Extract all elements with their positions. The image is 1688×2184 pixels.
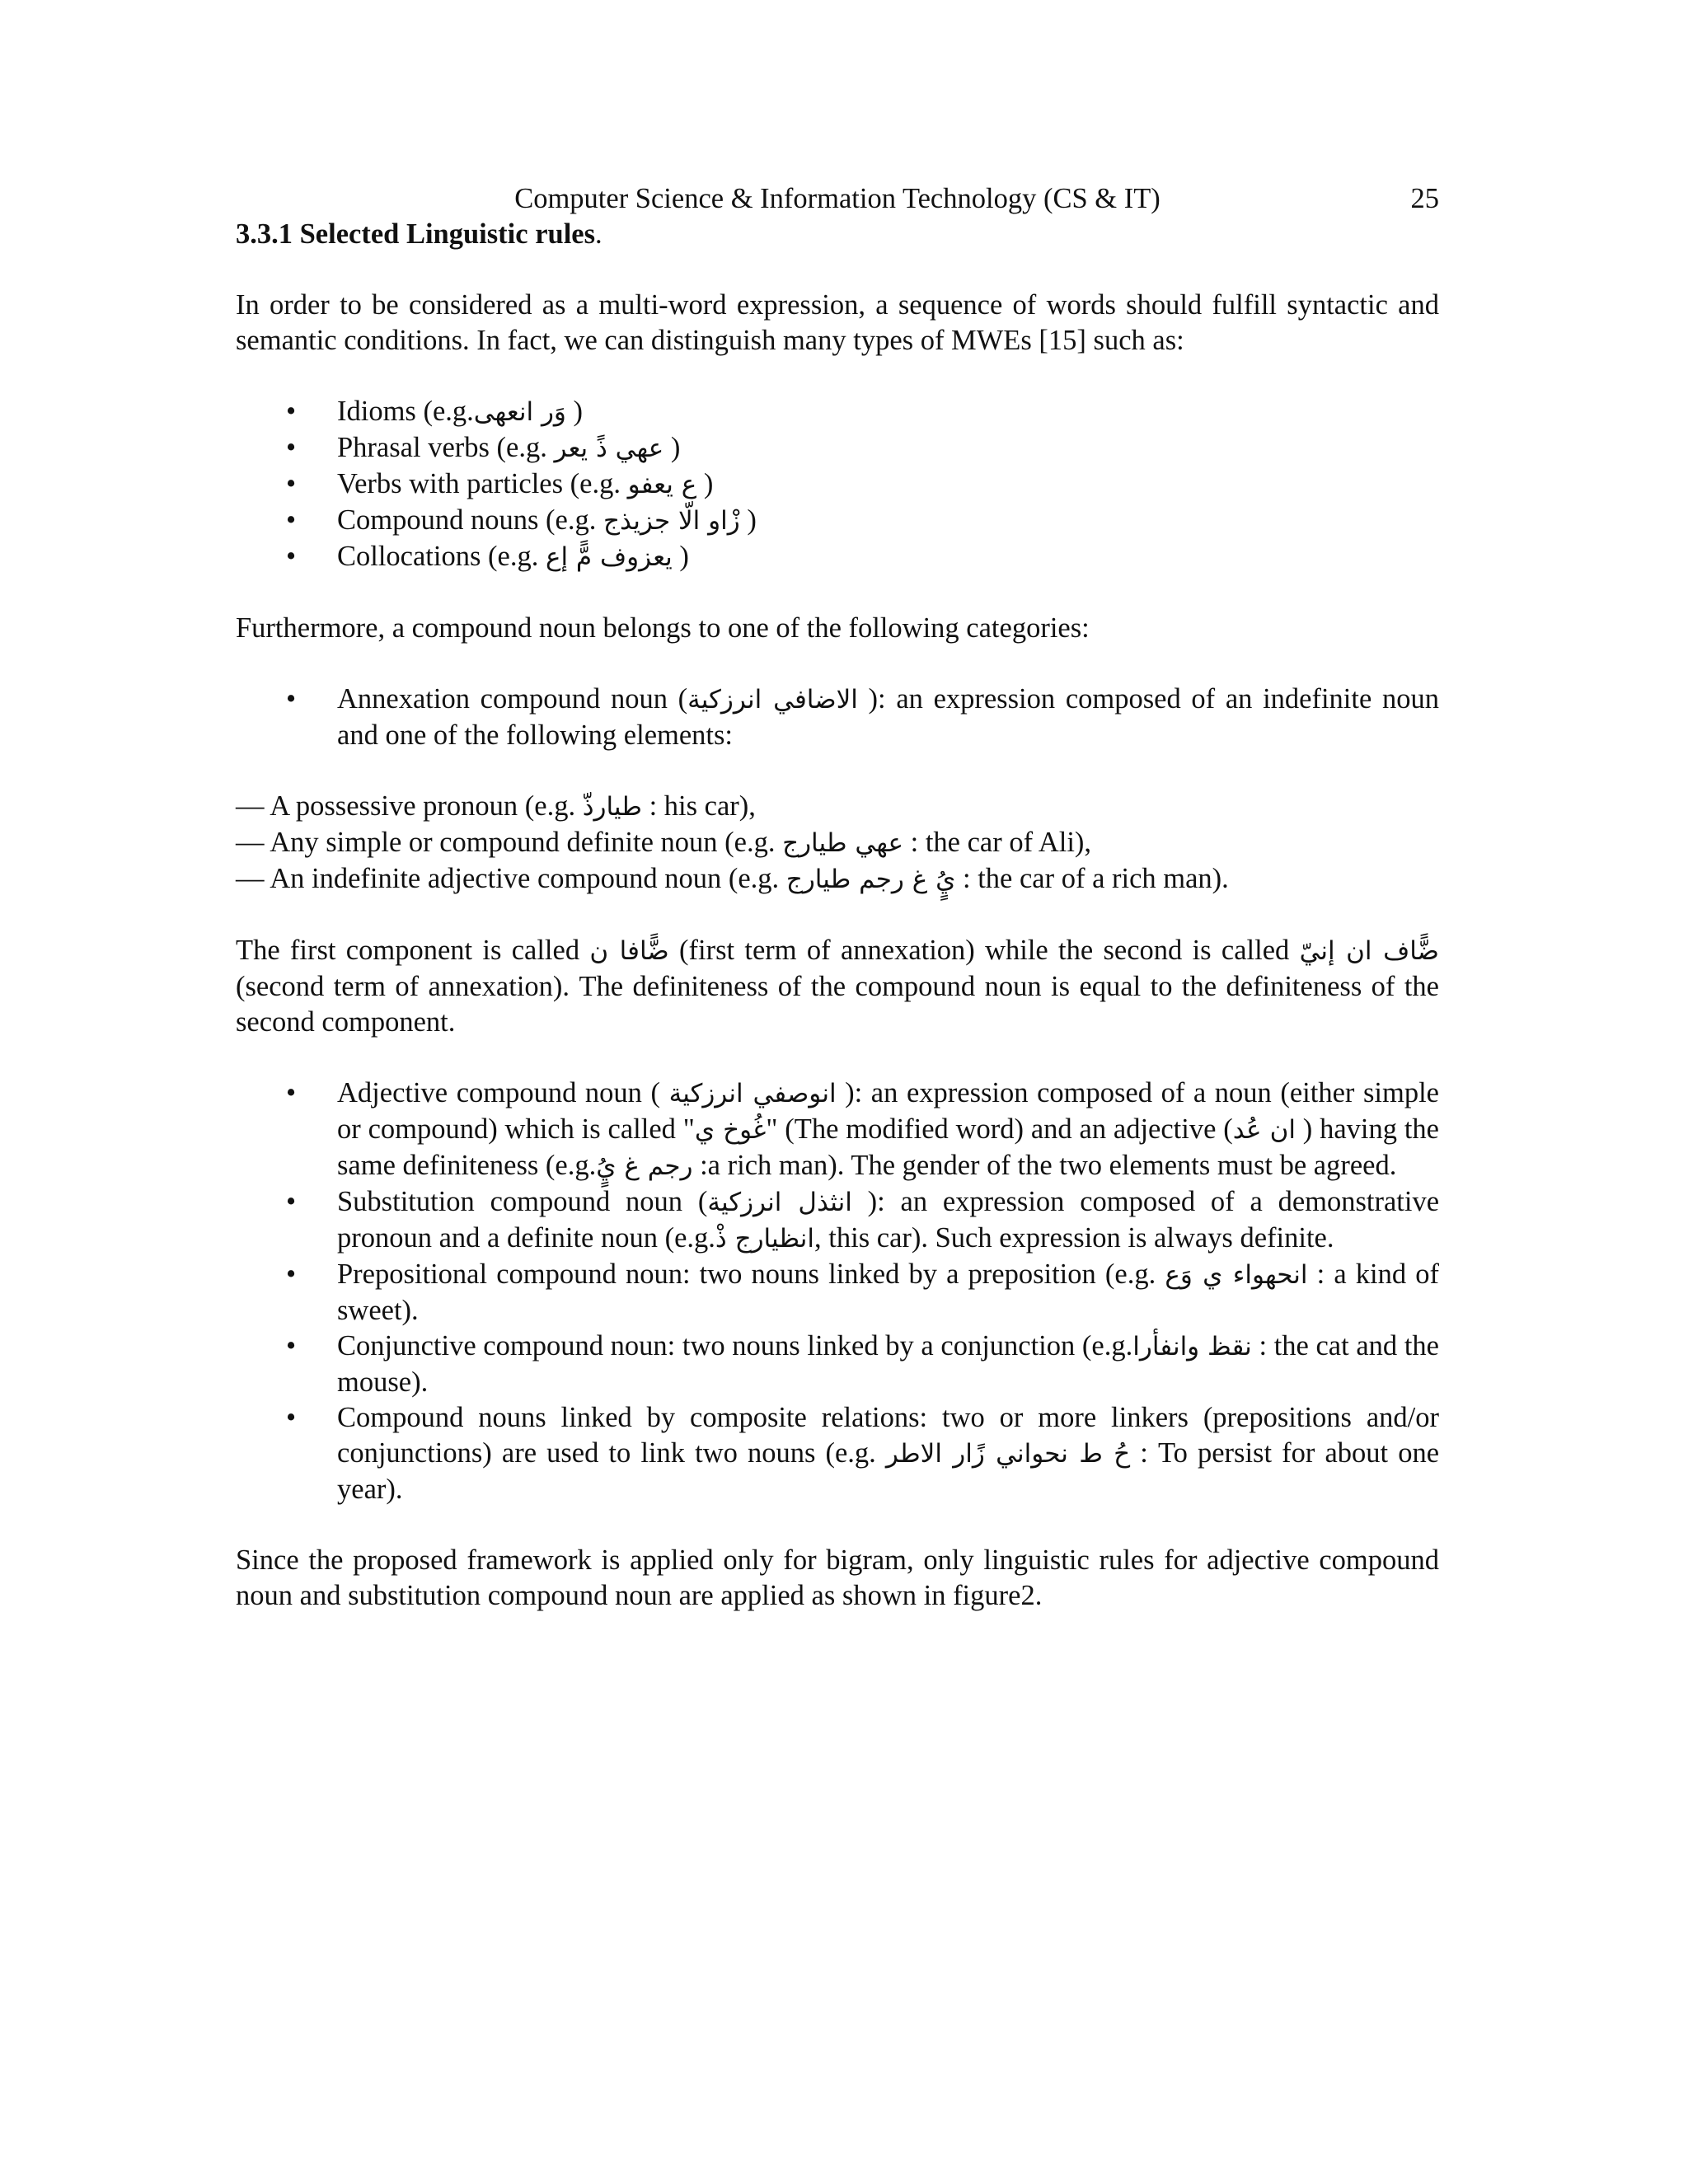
list-item: • Substitution compound noun (انثذل انرزكية ): an expression composed of a demonstrative pronoun and a definite noun (e.g.انظيارج ذْ, this car). Such expression is always definite.	[286, 1186, 1440, 1254]
list-item: • Verbs with particles (e.g. ع يعفو )	[236, 466, 1439, 503]
list-item: — Any simple or compound definite noun (e.g. عهي طيارج : the car of Ali),	[236, 827, 1092, 858]
list-item: • Collocations (e.g. يعزوف مًّ إع )	[236, 539, 1439, 575]
bullet-icon: •	[286, 468, 297, 499]
arabic-example: انحهواء ي وَع	[1165, 1260, 1308, 1290]
arabic-example: طيارذّ	[582, 792, 642, 822]
arabic-example: ضًّافا ن	[589, 936, 669, 966]
arabic-example: زْاو الّا جزيذج	[603, 506, 740, 536]
arabic-example: غُوخ ي	[694, 1115, 767, 1145]
journal-title: Computer Science & Information Technology (CS & IT)	[514, 183, 1160, 214]
list-item: • Adjective compound noun ( انوصفي انرزكية ): an expression composed of a noun (either simple or compound) which is called "غُوخ ي" (The modified word) and an adjective (ان عُد ) having the same definiteness (e.g.رجم غ يٍُ :a rich man). The gender of the two elements must be agreed.	[286, 1077, 1439, 1181]
arabic-example: نقظ وانفأرا	[1132, 1332, 1252, 1361]
list-item: — An indefinite adjective compound noun (e.g. يٍُ غ رجم طيارج : the car of a rich man).	[236, 863, 1229, 894]
list-item: • Conjunctive compound noun: two nouns linked by a conjunction (e.g.نقظ وانفأرا : the cat and the mouse).	[286, 1330, 1439, 1398]
list-item: • Compound nouns linked by composite relations: two or more linkers (prepositions and/or conjunctions) are used to link two nouns (e.g. حُ ط نحواني زًار الاطر : To persist for about one year).	[286, 1402, 1440, 1505]
list-item: • Prepositional compound noun: two nouns linked by a preposition (e.g. انحهواء ي وَع : a kind of sweet).	[286, 1258, 1439, 1326]
compound-types-list	[236, 1076, 1439, 1507]
section-heading-text: 3.3.1 Selected Linguistic rules	[236, 218, 596, 250]
bullet-icon: •	[286, 432, 297, 463]
annexation-elements-list	[236, 789, 1439, 898]
bullet-icon: •	[286, 1077, 297, 1108]
arabic-example: انوصفي انرزكية	[668, 1079, 837, 1108]
bullet-icon: •	[286, 1186, 297, 1217]
arabic-example: وَر انعهى	[473, 397, 566, 427]
arabic-example: حُ ط نحواني زًار الاطر	[885, 1439, 1131, 1469]
page-number: 25	[1410, 183, 1439, 214]
mwe-types-list	[236, 394, 1439, 575]
arabic-example: رجم غ يٍُ	[596, 1151, 693, 1181]
running-header	[236, 181, 1439, 217]
paper-page	[236, 181, 1439, 1649]
annexation-list	[236, 682, 1439, 753]
bullet-icon: •	[286, 1330, 297, 1361]
conclusion-paragraph: Since the proposed framework is applied only for bigram, only linguistic rules for adjective compound noun and substitution compound noun are applied as shown in figure2.	[236, 1544, 1439, 1611]
components-paragraph: The first component is called ضًّافا ن (first term of annexation) while the second is called ضًّاف ان إنيّ (second term of annexation). The definiteness of the compound noun is equal to the definiteness of the second component.	[236, 935, 1439, 1038]
section-heading-period: .	[595, 218, 603, 250]
bullet-icon: •	[286, 683, 297, 715]
arabic-example: ع يعفو	[627, 470, 697, 499]
arabic-example: عهي ذً يعر	[554, 434, 664, 463]
bullet-icon: •	[286, 541, 297, 572]
bullet-icon: •	[286, 1258, 297, 1290]
list-item: • Annexation compound noun (الاضافي انرزكية ): an expression composed of an indefinite noun and one of the following elements:	[286, 683, 1439, 751]
arabic-example: الاضافي انرزكية	[687, 685, 858, 715]
bullet-icon: •	[286, 1402, 297, 1433]
arabic-example: ان عُد	[1232, 1115, 1296, 1145]
arabic-example: عهي طيارج	[782, 828, 904, 858]
arabic-example: انظيارج ذْ	[715, 1224, 815, 1254]
intro-paragraph: In order to be considered as a multi-word expression, a sequence of words should fulfill syntactic and semantic conditions. In fact, we can distinguish many types of MWEs [15] such as:	[236, 289, 1439, 356]
arabic-example: يعزوف مًّ إع	[545, 542, 673, 572]
bullet-icon: •	[286, 504, 297, 536]
section-heading	[236, 217, 1439, 252]
arabic-example: يٍُ غ رجم طيارج	[785, 865, 956, 894]
list-item: — A possessive pronoun (e.g. طيارذّ : his car),	[236, 790, 756, 822]
categories-intro: Furthermore, a compound noun belongs to one of the following categories:	[236, 612, 1090, 644]
list-item: • Phrasal verbs (e.g. عهي ذً يعر )	[236, 430, 1439, 466]
bullet-icon: •	[286, 396, 297, 427]
arabic-example: انثذل انرزكية	[707, 1188, 852, 1217]
arabic-example: ضًّاف ان إنيّ	[1299, 936, 1439, 966]
list-item: • Compound nouns (e.g. زْاو الّا جزيذج )	[236, 503, 1439, 539]
list-item: • Idioms (e.g.وَر انعهى )	[236, 394, 1439, 430]
